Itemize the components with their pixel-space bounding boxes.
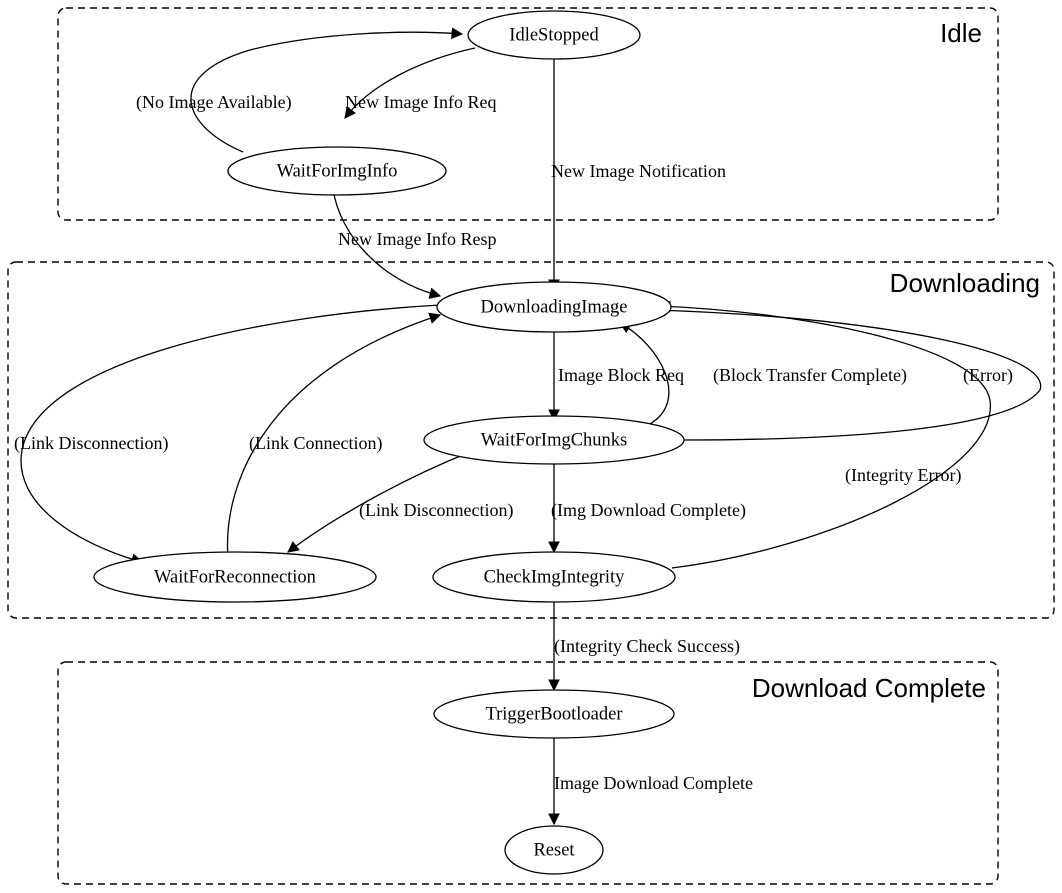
edge-label-block-transfer-complete: (Block Transfer Complete): [713, 365, 907, 385]
node-triggerbootloader-label: TriggerBootloader: [485, 704, 623, 725]
edge-label-integrity-error: (Integrity Error): [845, 465, 962, 485]
node-waitforimginfo-label: WaitForImgInfo: [276, 161, 398, 182]
node-downloadingimage-label: DownloadingImage: [480, 297, 628, 318]
cluster-downloading-label: Downloading: [889, 268, 1040, 298]
node-reset[interactable]: [505, 826, 603, 874]
node-idlestopped-label: IdleStopped: [509, 25, 599, 46]
node-triggerbootloader[interactable]: [434, 690, 674, 738]
node-waitforimgchunks[interactable]: [424, 416, 684, 464]
node-checkimgintegrity-label: CheckImgIntegrity: [483, 567, 625, 588]
edge-label-link-connection: (Link Connection): [249, 433, 383, 453]
edge-label-integrity-check-success: (Integrity Check Success): [554, 636, 740, 656]
edge-label-new-image-notification: New Image Notification: [551, 161, 726, 181]
edge-label-image-block-req: Image Block Req: [558, 365, 684, 385]
cluster-idle-label: Idle: [940, 18, 982, 48]
node-waitforimgchunks-label: WaitForImgChunks: [480, 430, 628, 451]
node-downloadingimage[interactable]: [437, 282, 671, 332]
edge-label-no-image-available: (No Image Available): [136, 92, 292, 112]
edge-label-new-image-info-resp: New Image Info Resp: [338, 229, 497, 249]
edge-label-error: (Error): [963, 365, 1013, 385]
node-waitforreconnection[interactable]: [94, 552, 376, 602]
node-waitforreconnection-label: WaitForReconnection: [154, 567, 316, 588]
node-reset-label: Reset: [533, 840, 575, 861]
edge-label-link-disconnection-chunks: (Link Disconnection): [359, 500, 514, 520]
node-waitforimginfo[interactable]: [228, 147, 446, 195]
node-checkimgintegrity[interactable]: [433, 552, 675, 602]
edge-label-img-download-complete: (Img Download Complete): [551, 500, 746, 520]
edge-label-new-image-info-req: New Image Info Req: [345, 92, 497, 112]
cluster-download-complete-label: Download Complete: [751, 673, 986, 703]
node-idlestopped[interactable]: [468, 11, 640, 59]
edge-label-link-disconnection-downloading: (Link Disconnection): [14, 433, 169, 453]
edge-label-image-download-complete: Image Download Complete: [554, 773, 753, 793]
